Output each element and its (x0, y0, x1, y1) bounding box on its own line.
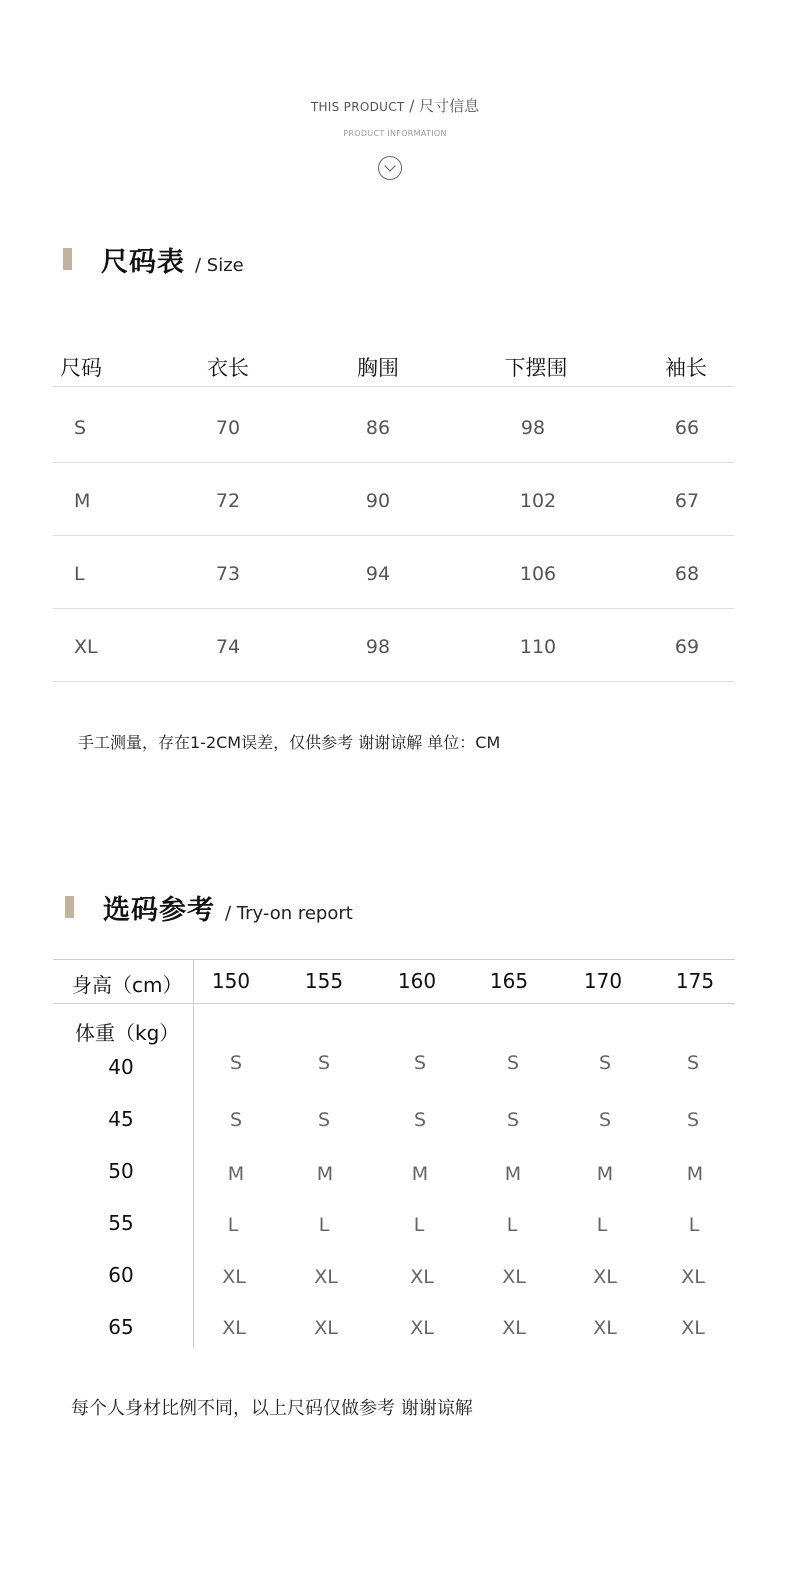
size-cell: 68 (674, 563, 700, 585)
size-recommendation-cell: S (229, 1109, 243, 1131)
weight-value: 65 (108, 1315, 134, 1339)
weight-value: 40 (108, 1055, 134, 1079)
size-recommendation-cell: S (598, 1109, 612, 1131)
size-recommendation-cell: S (229, 1052, 243, 1074)
size-cell: S (74, 417, 87, 439)
tryon-table-vertical-divider (193, 959, 194, 1348)
size-cell: 66 (674, 417, 700, 439)
size-recommendation-cell: M (411, 1163, 429, 1185)
size-col-header: 下摆围 (504, 356, 568, 380)
size-col-header: 胸围 (357, 356, 399, 380)
size-cell: 98 (520, 417, 546, 439)
size-table-row (53, 535, 734, 609)
size-cell: M (74, 490, 91, 512)
tryon-section-title: 选码参考 (103, 895, 215, 926)
product-info-subtitle: PRODUCT INFORMATION (343, 129, 447, 138)
size-recommendation-cell: M (596, 1163, 614, 1185)
size-recommendation-cell: S (686, 1052, 700, 1074)
size-cell: 90 (365, 490, 391, 512)
size-section-accent-bar (63, 248, 72, 270)
size-cell: 72 (215, 490, 241, 512)
size-cell: 69 (674, 636, 700, 658)
size-cell: 86 (365, 417, 391, 439)
size-cell: 74 (215, 636, 241, 658)
size-cell: 98 (365, 636, 391, 658)
size-recommendation-cell: S (317, 1109, 331, 1131)
chevron-down-icon (378, 156, 402, 180)
size-recommendation-cell: L (318, 1214, 330, 1236)
weight-value: 45 (108, 1107, 134, 1131)
height-value: 155 (304, 969, 344, 993)
size-col-header: 袖长 (665, 356, 707, 380)
size-recommendation-cell: S (413, 1109, 427, 1131)
height-value: 160 (397, 969, 437, 993)
size-recommendation-cell: XL (314, 1317, 338, 1339)
size-cell: 70 (215, 417, 241, 439)
tryon-table-top-divider (53, 959, 735, 960)
product-info-title-cn: 尺寸信息 (419, 97, 480, 115)
size-cell: 110 (519, 636, 557, 658)
size-cell: 73 (215, 563, 241, 585)
size-recommendation-cell: S (413, 1052, 427, 1074)
height-value: 150 (211, 969, 251, 993)
size-recommendation-cell: XL (681, 1317, 705, 1339)
height-value: 170 (583, 969, 623, 993)
size-table-row (53, 389, 734, 463)
size-recommendation-cell: XL (410, 1317, 434, 1339)
height-label: 身高（cm） (72, 973, 183, 997)
size-recommendation-cell: M (316, 1163, 334, 1185)
size-recommendation-cell: M (227, 1163, 245, 1185)
size-recommendation-cell: S (506, 1109, 520, 1131)
size-recommendation-cell: XL (410, 1266, 434, 1288)
size-col-header: 尺码 (60, 356, 102, 380)
size-cell: L (74, 563, 85, 585)
tryon-table-header-divider (53, 1003, 735, 1004)
weight-value: 60 (108, 1263, 134, 1287)
height-value: 165 (489, 969, 529, 993)
product-info-title (0, 95, 790, 116)
weight-label: 体重（kg） (75, 1021, 180, 1045)
size-recommendation-cell: L (506, 1214, 518, 1236)
size-recommendation-cell: S (686, 1109, 700, 1131)
size-section-title: 尺码表 (101, 247, 185, 278)
size-col-header: 衣长 (207, 356, 249, 380)
tryon-section-subtitle: / Try-on report (225, 903, 353, 924)
tryon-disclaimer-note: 每个人身材比例不同，以上尺码仅做参考 谢谢谅解 (71, 1398, 473, 1419)
size-recommendation-cell: S (506, 1052, 520, 1074)
size-table-row (53, 608, 734, 682)
tryon-section-heading (103, 888, 353, 927)
size-recommendation-cell: XL (502, 1317, 526, 1339)
size-table-header (53, 352, 734, 387)
height-value: 175 (675, 969, 715, 993)
size-recommendation-cell: M (504, 1163, 522, 1185)
tryon-section-accent-bar (65, 896, 74, 918)
size-recommendation-cell: XL (681, 1266, 705, 1288)
size-recommendation-cell: XL (593, 1266, 617, 1288)
product-info-title-sep: / (404, 97, 420, 115)
size-recommendation-cell: XL (593, 1317, 617, 1339)
size-recommendation-cell: S (317, 1052, 331, 1074)
weight-value: 55 (108, 1211, 134, 1235)
size-recommendation-cell: L (227, 1214, 239, 1236)
size-recommendation-cell: L (596, 1214, 608, 1236)
product-info-title-en: THIS PRODUCT (310, 100, 405, 114)
size-section-heading (101, 240, 244, 279)
size-cell: XL (74, 636, 98, 658)
size-cell: 94 (365, 563, 391, 585)
size-recommendation-cell: L (688, 1214, 700, 1236)
size-section-subtitle: / Size (195, 255, 244, 276)
size-recommendation-cell: XL (314, 1266, 338, 1288)
size-recommendation-cell: S (598, 1052, 612, 1074)
size-recommendation-cell: XL (222, 1266, 246, 1288)
measurement-note: 手工测量，存在1-2CM误差，仅供参考 谢谢谅解 单位：CM (78, 733, 501, 752)
size-recommendation-cell: XL (502, 1266, 526, 1288)
weight-value: 50 (108, 1159, 134, 1183)
size-cell: 102 (519, 490, 557, 512)
size-cell: 67 (674, 490, 700, 512)
size-recommendation-cell: L (413, 1214, 425, 1236)
size-cell: 106 (519, 563, 557, 585)
size-recommendation-cell: XL (222, 1317, 246, 1339)
size-recommendation-cell: M (686, 1163, 704, 1185)
size-table-row (53, 462, 734, 536)
